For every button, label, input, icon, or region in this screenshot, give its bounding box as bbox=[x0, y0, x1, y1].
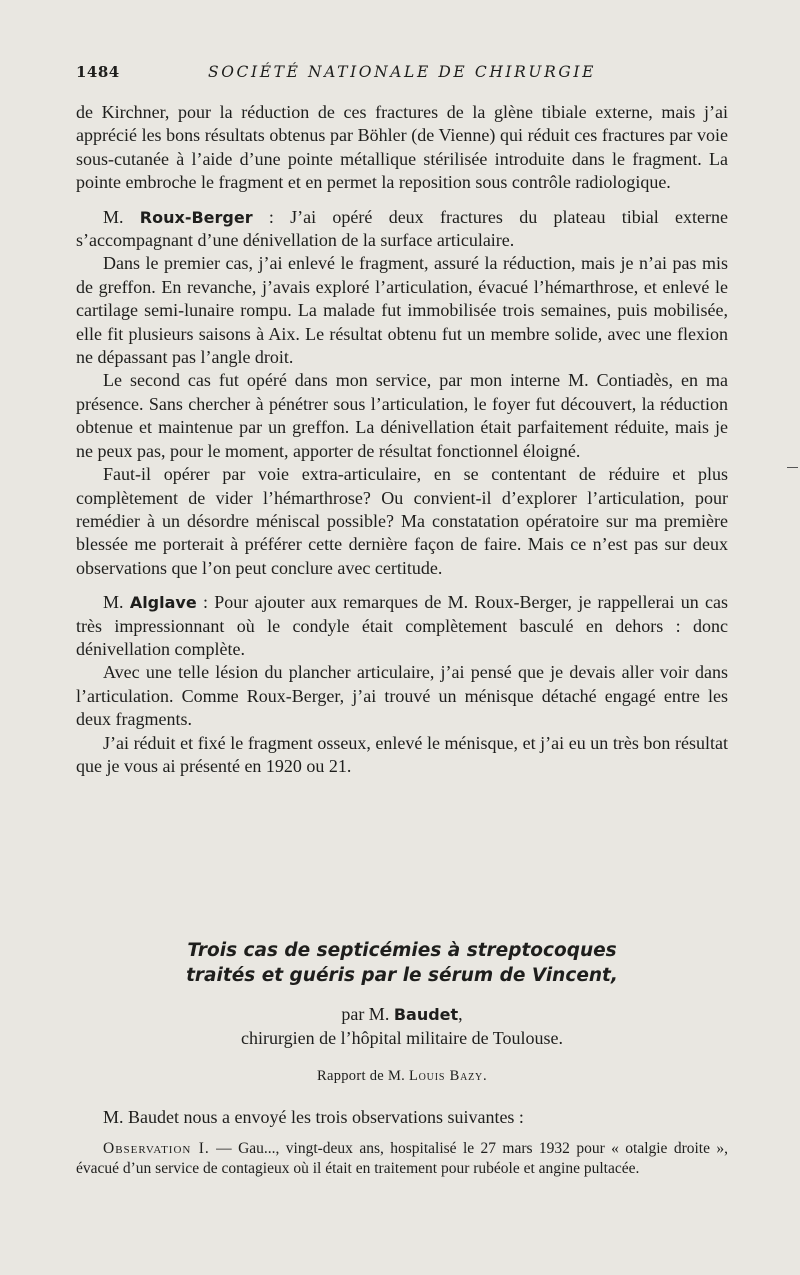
page-number: 1484 bbox=[76, 63, 120, 81]
byline bbox=[76, 1003, 728, 1050]
paragraph-first-case: Dans le premier cas, j’ai enlevé le fragment, assuré la réduction, mais je n’ai pas mis de greffon. En revanche, j’avais exploré l’articulation, évacué l’hémarthrose, et enlevé le cartilage semi-lunaire rompu. La malade fut immobilisée trois semaines, puis mobilisée, elle fit plusieurs saisons à Aix. Le résultat obtenu fut un membre solide, avec une flexion ne dépassant pas l’angle droit. bbox=[76, 253, 728, 368]
margin-mark bbox=[787, 467, 798, 468]
author-name: Baudet bbox=[393, 1005, 459, 1024]
journal-title: SOCIÉTÉ NATIONALE DE CHIRURGIE bbox=[208, 63, 596, 81]
article-title bbox=[76, 938, 728, 988]
report-suffix: . bbox=[483, 1068, 487, 1084]
paragraph-kirchner: de Kirchner, pour la réduction de ces fractures de la glène tibiale externe, mais j’ai apprécié les bons résultats obtenus par Böhler (de Vienne) qui réduit ces fractures par voie sous-cutanée à l’aide d’une pointe métallique stérilisée introduite dans le fragment. La pointe embroche le fragment et en permet la reposition sous contrôle radiologique. bbox=[76, 102, 728, 193]
speaker-alglave: Alglave bbox=[129, 593, 197, 613]
author-line bbox=[76, 1003, 728, 1027]
observation-label: Observation I. bbox=[103, 1140, 210, 1157]
speaker-roux-berger: Roux-Berger bbox=[139, 207, 253, 227]
paragraph-alglave-intro bbox=[76, 591, 728, 661]
author-affiliation: chirurgien de l’hôpital militaire de Toulouse. bbox=[241, 1027, 563, 1048]
report-prefix: Rapport de M. bbox=[317, 1068, 409, 1084]
paragraph-text: : J’ai opéré deux fractures du plateau tibial externe s’accompagnant d’une dénivellation de la surface articulaire. bbox=[76, 206, 728, 251]
paragraph-roux-berger-intro bbox=[76, 206, 728, 253]
author-suffix: , bbox=[458, 1004, 463, 1024]
speaker-prefix: M. bbox=[103, 592, 130, 613]
article-title-line-1: Trois cas de septicémies à streptocoques bbox=[187, 940, 617, 961]
paragraph-text: : Pour ajouter aux remarques de M. Roux-Berger, je rappellerai un cas très impressionnant où le condyle était complètement basculé en dehors : donc dénivellation complète. bbox=[76, 592, 728, 659]
discussion-text bbox=[76, 101, 728, 778]
author-prefix: par M. bbox=[341, 1004, 394, 1024]
paragraph-second-case: Le second cas fut opéré dans mon service, par mon interne M. Contiadès, en ma présence. Sans chercher à pénétrer sous l’articulation, le foyer fut découvert, la réduction obtenue et maintenue par un greffon. La dénivellation était parfaitement réduite, mais je ne peux pas, pour le moment, apporter de résultat fonctionnel éloigné. bbox=[76, 370, 728, 461]
paragraph-question: Faut-il opérer par voie extra-articulaire, en se contentant de réduire et plus complètement de vider l’hémarthrose? Ou convient-il d’explorer l’articulation, pour remédier à un désordre méniscal possible? Ma constatation opératoire sur ma première blessée me porterait à préférer cette dernière façon de faire. Mais ce n’est pas sur deux observations que l’on peut conclure avec certitude. bbox=[76, 464, 728, 578]
speaker-prefix: M. bbox=[103, 206, 140, 227]
observation-1 bbox=[76, 1139, 728, 1178]
reporter-name: Louis Bazy bbox=[409, 1068, 484, 1084]
paragraph-result: J’ai réduit et fixé le fragment osseux, enlevé le ménisque, et j’ai eu un très bon résultat que je vous ai présenté en 1920 ou 21. bbox=[76, 732, 728, 776]
observation-text: — Gau..., vingt-deux ans, hospitalisé le 27 mars 1932 pour « otalgie droite », évacué d’un service de contagieux où il était en traitement pour rubéole et angine pultacée. bbox=[76, 1140, 728, 1177]
article-title-line-2: traités et guéris par le sérum de Vincent, bbox=[186, 965, 618, 986]
report-line bbox=[76, 1068, 728, 1085]
paragraph-lesion: Avec une telle lésion du plancher articulaire, j’ai pensé que je devais aller voir dans l’articulation. Comme Roux-Berger, j’ai trouvé un ménisque détaché engagé entre les deux fragments. bbox=[76, 662, 728, 730]
article-intro: M. Baudet nous a envoyé les trois observations suivantes : bbox=[103, 1107, 524, 1127]
running-header bbox=[76, 63, 728, 87]
